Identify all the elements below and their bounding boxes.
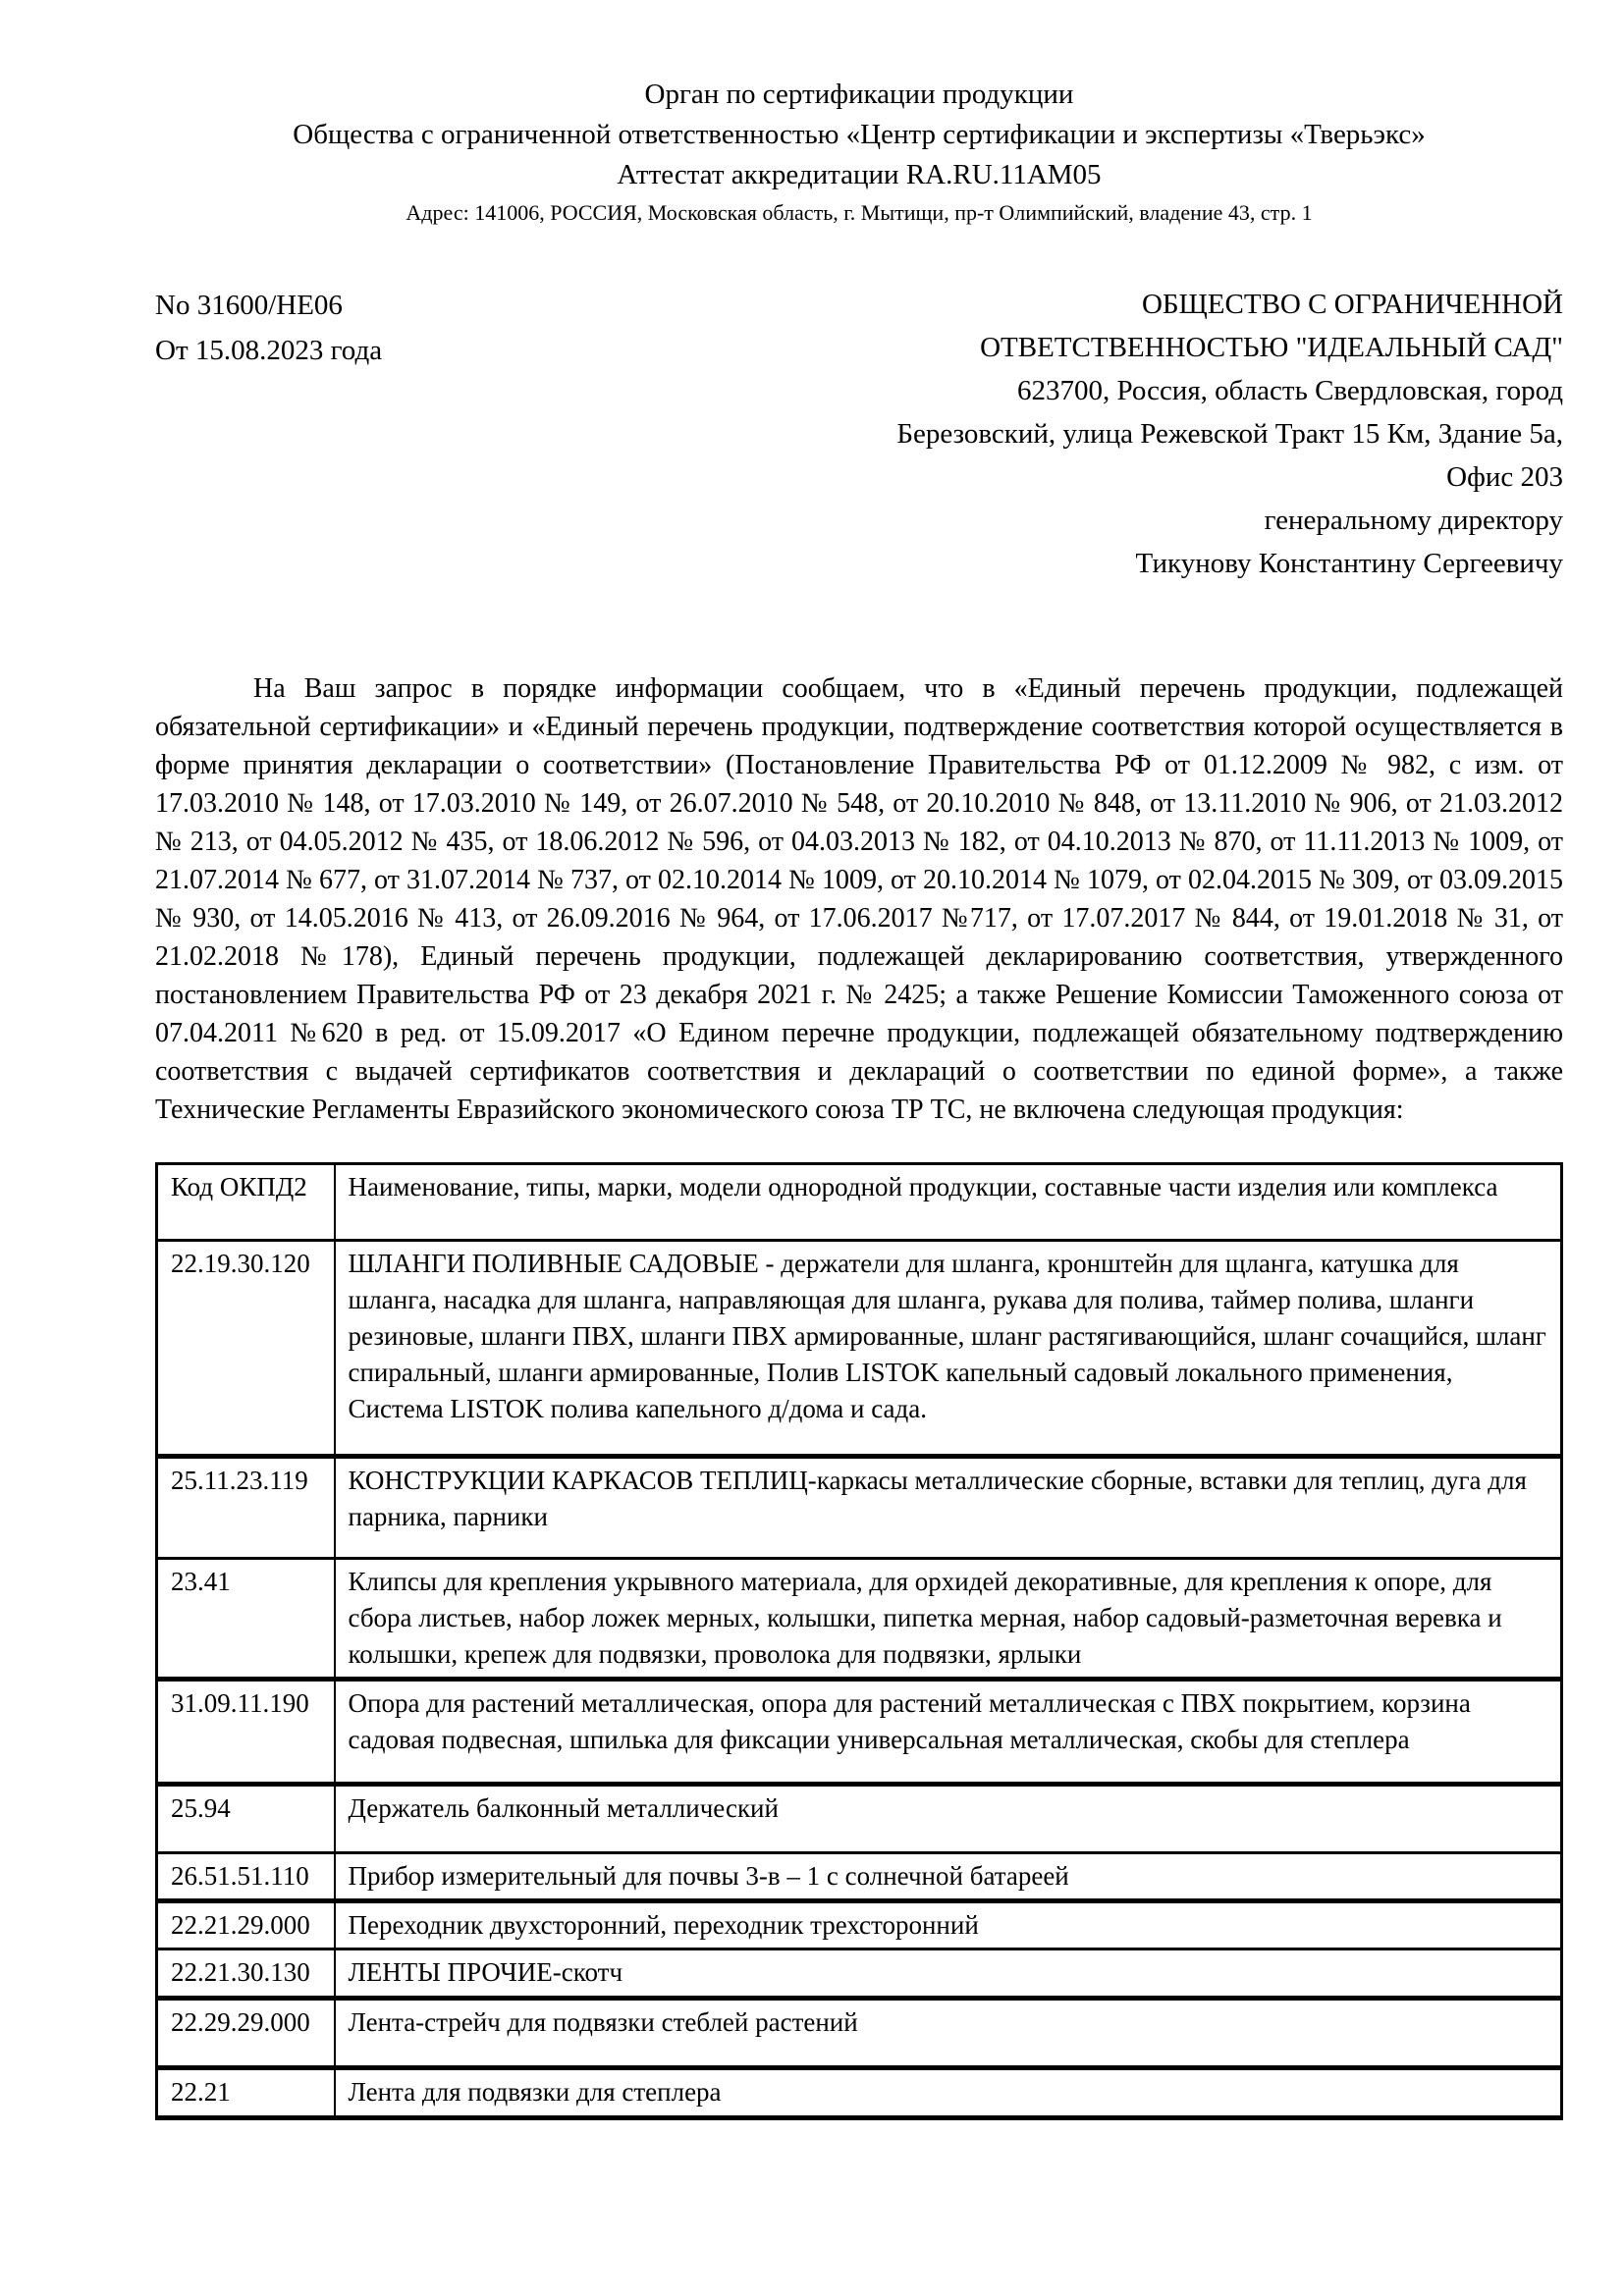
addressee-line: ОТВЕТСТВЕННОСТЬЮ "ИДЕАЛЬНЫЙ САД" xyxy=(980,332,1563,363)
okpd-code-cell: 22.21.30.130 xyxy=(171,1957,310,1987)
table-row xyxy=(157,1901,1562,1949)
letterhead-org-name: Общества с ограниченной ответственностью «Центр сертификации и экспертизы «Тверьэкс» xyxy=(293,119,1426,150)
addressee-line: Офис 203 xyxy=(1446,461,1563,493)
letterhead-address: Адрес: 141006, РОССИЯ, Московская область, г. Мытищи, пр-т Олимпийский, владение 43, стр. 1 xyxy=(406,200,1313,225)
table-row xyxy=(157,1853,1562,1901)
table-row xyxy=(157,1949,1562,1999)
products-table-header xyxy=(157,1164,1562,1241)
product-description-cell: Держатель балконный металлический xyxy=(335,1785,1562,1853)
reference-addressee-row xyxy=(155,283,1563,585)
addressee-line: генеральному директору xyxy=(1264,505,1563,536)
addressee-block xyxy=(896,283,1563,585)
okpd-code-cell: 23.41 xyxy=(171,1567,231,1596)
okpd-code-cell: 31.09.11.190 xyxy=(171,1688,309,1718)
product-description-cell: Прибор измерительный для почвы 3-в – 1 с солнечной батареей xyxy=(335,1853,1562,1901)
table-row xyxy=(157,1457,1562,1559)
letterhead xyxy=(155,75,1563,228)
body-paragraph: На Ваш запрос в порядке информации сообщаем, что в «Единый перечень продукции, подлежащей обязательной сертификации» и «Единый перечень продукции, подтверждение соответствия которой осуществляется в форме принятия декларации о соответствии» (Постановление Правительства РФ от 01.12.2009 № 982, с изм. от 17.03.2010 № 148, от 17.03.2010 № 149, от 26.07.2010 № 548, от 20.10.2010 № 848, от 13.11.2010 № 906, от 21.03.2012 № 213, от 04.05.2012 № 435, от 18.06.2012 № 596, от 04.03.2013 № 182, от 04.10.2013 № 870, от 11.11.2013 № 1009, от 21.07.2014 № 677, от 31.07.2014 № 737, от 02.10.2014 № 1009, от 20.10.2014 № 1079, от 02.04.2015 № 309, от 03.09.2015 № 930, от 14.05.2016 № 413, от 26.09.2016 № 964, от 17.06.2017 №717, от 17.07.2017 № 844, от 19.01.2018 № 31, от 21.02.2018 №178), Единый перечень продукции, подлежащей декларированию соответствия, утвержденного постановлением Правительства РФ от 23 декабря 2021 г. № 2425; а также Решение Комиссии Таможенного союза от 07.04.2011 №620 в ред. от 15.09.2017 «О Едином перечне продукции, подлежащей обязательному подтверждению соответствия с выдачей сертификатов соответствия и деклараций о соответствии по единой форме», а также Технические Регламенты Евразийского экономического союза ТР ТС, не включена следующая продукция: xyxy=(155,673,1563,1125)
header-name-cell: Наименование, типы, марки, модели однородной продукции, составные части изделия или комплекса xyxy=(335,1164,1562,1241)
table-row xyxy=(157,2068,1562,2118)
letter-date: От 15.08.2023 года xyxy=(155,335,383,366)
products-table xyxy=(155,1162,1563,2120)
product-description-cell: Лента для подвязки для степлера xyxy=(335,2068,1562,2118)
header-code-cell: Код ОКПД2 xyxy=(171,1172,307,1201)
product-description-cell: ШЛАНГИ ПОЛИВНЫЕ САДОВЫЕ - держатели для шланга, кронштейн для щланга, катушка для шланга, насадка для шланга, направляющая для шланга, рукава для полива, таймер полива, шланги резиновые, шланги ПВХ, шланги ПВХ армированные, шланг растягивающийся, шланг сочащийся, шланг спиральный, шланги армированные, Полив LISTOK капельный садовый локального применения, Система LISTOK полива капельного д/дома и сада. xyxy=(335,1241,1562,1457)
okpd-code-cell: 25.11.23.119 xyxy=(171,1466,308,1495)
okpd-code-cell: 26.51.51.110 xyxy=(171,1861,309,1891)
header-row xyxy=(157,1164,1562,1241)
product-description-cell: ЛЕНТЫ ПРОЧИЕ-скотч xyxy=(335,1949,1562,1999)
product-description-cell: Лента-стрейч для подвязки стеблей растений xyxy=(335,1999,1562,2068)
letterhead-accreditation: Аттестат аккредитации RA.RU.11АМ05 xyxy=(617,159,1102,190)
addressee-line: 623700, Россия, область Свердловская, город xyxy=(1016,375,1563,406)
okpd-code-cell: 22.21 xyxy=(171,2077,231,2107)
product-description-cell: Клипсы для крепления укрывного материала, для орхидей декоративные, для крепления к опоре, для сбора листьев, набор ложек мерных, колышки, пипетка мерная, набор садовый-разметочная веревка и колышки, крепеж для подвязки, проволока для подвязки, ярлыки xyxy=(335,1559,1562,1680)
addressee-line: Тикунову Константину Сергеевичу xyxy=(1135,548,1563,579)
letter-number: No 31600/НЕ06 xyxy=(155,290,343,321)
product-description-cell: Опора для растений металлическая, опора для растений металлическая с ПВХ покрытием, корзина садовая подвесная, шпилька для фиксации универсальная металлическая, скобы для степлера xyxy=(335,1680,1562,1785)
table-row xyxy=(157,1999,1562,2068)
okpd-code-cell: 22.29.29.000 xyxy=(171,2007,310,2037)
table-row xyxy=(157,1241,1562,1457)
letterhead-org-type: Орган по сертификации продукции xyxy=(644,79,1074,110)
table-row xyxy=(157,1785,1562,1853)
addressee-line: Березовский, улица Режевской Тракт 15 Км, Здание 5а, xyxy=(896,418,1563,450)
product-description-cell: Переходник двухсторонний, переходник трехсторонний xyxy=(335,1901,1562,1949)
product-description-cell: КОНСТРУКЦИИ КАРКАСОВ ТЕПЛИЦ-каркасы металлические сборные, вставки для теплиц, дуга для парника, парники xyxy=(335,1457,1562,1559)
okpd-code-cell: 22.21.29.000 xyxy=(171,1910,310,1940)
okpd-code-cell: 25.94 xyxy=(171,1793,231,1823)
okpd-code-cell: 22.19.30.120 xyxy=(171,1249,310,1278)
table-row xyxy=(157,1559,1562,1680)
table-row xyxy=(157,1680,1562,1785)
reference-block xyxy=(155,283,382,373)
addressee-line: ОБЩЕСТВО С ОГРАНИЧЕННОЙ xyxy=(1141,289,1563,320)
